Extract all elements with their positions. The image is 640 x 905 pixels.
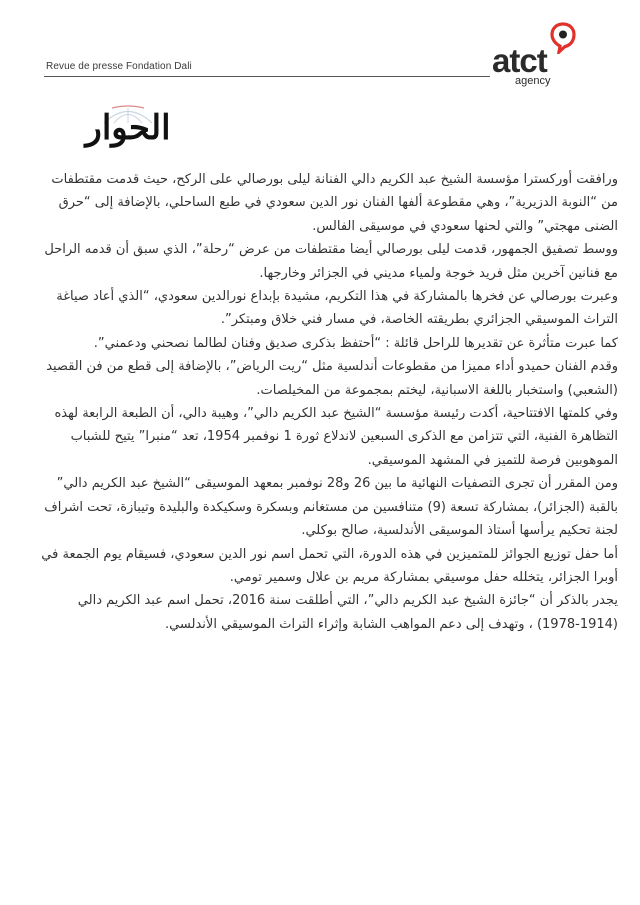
article-paragraph: كما عبرت متأثرة عن تقديرها للراحل قائلة : “أحتفظ بذكرى صديق وفنان لطالما نصحني ودعمني”. (93, 335, 618, 351)
article-body (38, 168, 618, 636)
article-paragraph: ووسط تصفيق الجمهور، قدمت ليلى بورصالي أيضا مقتطفات من عرض “رحلة”، الذي سبق أن قدمه الراحل مع فنانين آخرين مثل فريد خوجة ولمياء مديني في الجزائر وخارجها. (44, 242, 618, 281)
article-paragraph: أما حفل توزيع الجوائز للمتميزين في هذه الدورة، التي تحمل اسم نور الدين سعودي، فسيقام يوم الجمعة في أوبرا الجزائر، يتخلله حفل موسيقي بمشاركة مريم بن علال وسمير تومي. (41, 546, 618, 585)
article-paragraph: يجدر بالذكر أن “جائزة الشيخ عبد الكريم دالي”، التي أطلقت سنة 2016، تحمل اسم عبد الكريم دالي (1914-1978) ، وتهدف إلى دعم المواهب الشابة وإثراء التراث الموسيقي الأندلسي. (77, 593, 618, 632)
article-paragraph: ورافقت أوركسترا مؤسسة الشيخ عبد الكريم دالي الفنانة ليلى بورصالي على الركح، حيث قدمت مقتطفات من “النوبة الدزيرية”، وهي مقطوعة ألفها الفنان نور الدين سعودي في طبع الساحلي، بالإضافة إلى “حرق الضنى مهجتي” والتي لحنها سعودي في موسيقى الفالس. (51, 172, 618, 234)
header-title: Revue de presse Fondation Dali (46, 61, 192, 72)
article-paragraph: وقدم الفنان حميدو أداء مميزا من مقطوعات أندلسية مثل “ريت الرياض”، بالإضافة إلى قطع من فن القصيد (الشعبي) واستخبار باللغة الاسبانية، ليختم بمجموعة من المخيلصات. (46, 359, 618, 398)
article-paragraph: ومن المقرر أن تجرى التصفيات النهائية ما بين 26 و28 نوفمبر بمعهد الموسيقى “الشيخ عبد الكريم دالي” بالقبة (الجزائر)، بمشاركة تسعة (9) متنافسين من مستغانم وبسكرة وسكيكدة والبليدة وتيبازة، تحت اشراف لجنة تحكيم يرأسها أستاذ الموسيقى الأندلسية، صالح بوكلي. (44, 476, 618, 539)
brand-subtitle: agency (515, 75, 551, 87)
header-divider (44, 76, 490, 77)
brand-logo (488, 22, 588, 94)
article-paragraph: وفي كلمتها الافتتاحية، أكدت رئيسة مؤسسة “الشيخ عبد الكريم دالي”، وهيبة دالي، أن الطبعة الرابعة لهذه التظاهرة الفنية، التي تتزامن مع الذكرى السبعين لاندلاع ثورة 1 نوفمبر 1954، تعد “منبرا” يتيح للشباب الموهوبين فرصة للتميز في المشهد الموسيقي. (54, 406, 618, 468)
brand-name: atct (492, 42, 547, 79)
publication-logo: الحوار (85, 108, 171, 148)
location-pin-icon (550, 22, 576, 54)
article-paragraph: وعبرت بورصالي عن فخرها بالمشاركة في هذا التكريم، مشيدة بإبداع نورالدين سعودي، “الذي أعاد صياغة التراث الموسيقي الجزائري بطريقته الخاصة، في مسار فني خلاق ومبتكر”. (56, 289, 618, 328)
